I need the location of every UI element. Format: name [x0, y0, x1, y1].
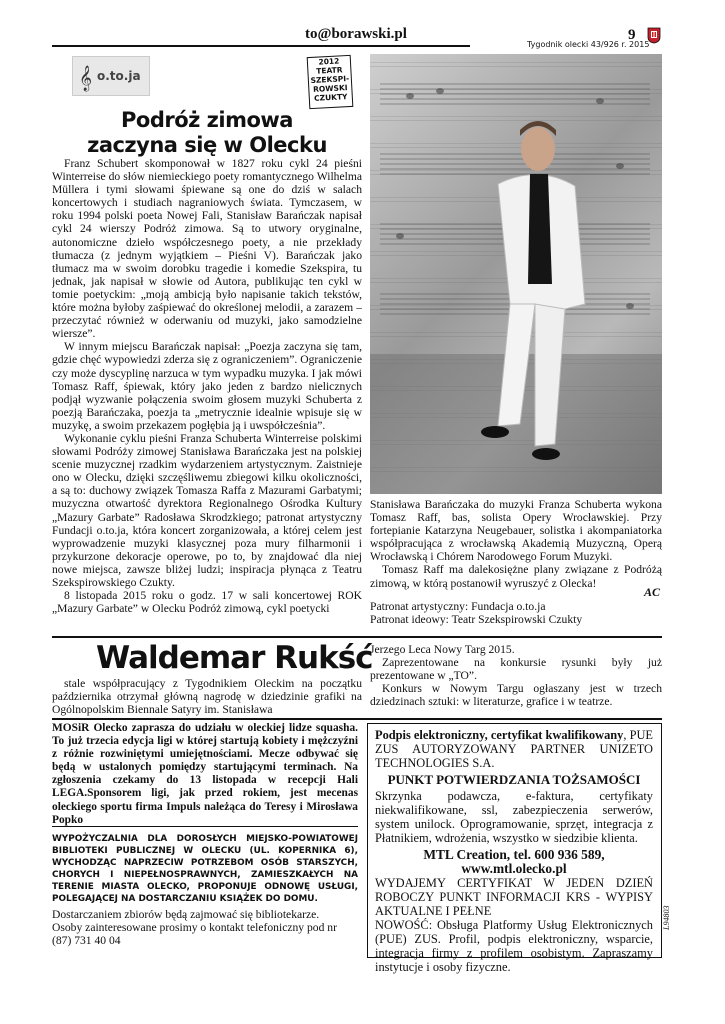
mosir-notice: MOSiR Olecko zaprasza do udziału w oleckiej lidze squasha. To już trzecia edycja ligi w której startują kobiety i mężczyźni z różnie rozwiniętymi umiejętnościami. Mecze odbywać się będą w ustalonych pomiędzy startującymi terminach. Na zgłoszenia czekamy do 13 listopada w recepcji Hali LEGA.Sponsorem ligi, jak przed rokiem, jest mecenas oleckiego sportu firma Impuls należąca do Teresy i Mirosława Popko	[52, 722, 358, 826]
coat-of-arms-icon	[647, 27, 661, 44]
caption-paragraph: Tomasz Raff ma dalekosiężne plany związane z Podróżą zimową, w którą postanowił wyruszyć z Olecka!	[370, 563, 662, 590]
section-divider	[52, 636, 662, 638]
section-divider	[52, 826, 358, 827]
photo-caption	[370, 498, 662, 590]
ad-contact[interactable]: MTL Creation, tel. 600 936 589, www.mtl.olecko.pl	[423, 847, 605, 876]
article-paragraph: 8 listopada 2015 roku o godz. 17 w sali koncertowej ROK „Mazury Garbate” w Olecku Podróż zimową, cykl poetycki	[52, 589, 362, 616]
article-body	[52, 157, 362, 625]
library-contact: Dostarczaniem zbiorów będą zajmować się bibliotekarze. Osoby zainteresowane prosimy o kontakt telefoniczny pod nr (87) 731 40 04	[52, 908, 337, 948]
ad-heading: PUNKT POTWIERDZANIA TOŻSAMOŚCI	[387, 772, 641, 787]
article-title: Podróż zimowa zaczyna się w Olecku	[87, 108, 327, 157]
article-signature: AC	[644, 585, 661, 599]
article-paragraph: Franz Schubert skomponował w 1827 roku cykl 24 pieśni Winterreise do słów niemieckiego poety romantycznego Wilhelma Müllera i tymi słowami śpiewane są one do dziś w salach koncertowych i studiach nagraniowych świata. Tymczasem, w roku 1994 polski poeta Nowej Fali, Stanisław Barańczak napisał cykl 24 wierszy Podróż zimowa. Są to utwory oryginalne, autonomiczne dzieło współczesnego poety, a nie przekłady tłumacza (z jednym wyjątkiem – Pieśni V). Barańczak jako tłumacz ma w swoim dorobku tragedie i komedie Szekspira, tu jednak, jak napisał w słowie od Autora, publikując ten cykl w tomie poetyckim: „moją ambicją było napisanie takich tekstów, które można byłoby zaśpiewać do określonej melodii, a zarazem – przeczytać również w oderwaniu od muzyki, jako samodzielne wiersze”.	[52, 157, 362, 341]
svg-text:𝄞: 𝄞	[79, 66, 93, 91]
singer-photo	[370, 54, 662, 494]
article2-text-left: stale współpracujący z Tygodnikiem Oleckim na początku października otrzymał główną nagrodę w dziedzinie grafiki na Ogólnopolskim Biennale Satyry im. Stanisława	[52, 677, 362, 717]
library-notice: WYPOŻYCZALNIA DLA DOROSŁYCH MIEJSKO-POWIATOWEJ BIBLIOTEKI PUBLICZNEJ W OLECKU (UL. KOPERNIKA 6), WYCHODZĄC NAPRZECIW POTRZEBOM OSÓB STARSZYCH, CHORYCH I NIEPEŁNOSPRAWNYCH, ZAMIESZKAŁYCH NA TERENIE MIASTA OLECKO, PROPONUJE ODNOWĘ USŁUGI, POLEGAJĄCEJ NA DOSTARCZANIU KSIĄŻEK DO DOMU.	[52, 834, 358, 904]
article2-title: Waldemar Rukść	[96, 640, 373, 676]
mtl-creation-ad: Podpis elektroniczny, certyfikat kwalifikowany, PUE ZUS AUTORYZOWANY PARTNER UNIZETO TECHNOLOGIES S.A. PUNKT POTWIERDZANIA TOŻSAMOŚCI Skrzynka podawcza, e-faktura, certyfikaty niekwalifikowane, ssl, zabezpieczenia serwerów, system unilock. Oprogramowanie, sprzęt, integracja z Płatnikiem, wdrożenia, wszystko w siedzibie klienta. MTL Creation, tel. 600 936 589, www.mtl.olecko.pl WYDAJEMY CERTYFIKAT W JEDEN DZIEŃ ROBOCZY PUNKT INFORMACJI KRS - WYPISY AKTUALNE I PEŁNE NOWOŚĆ: Obsługa Platformy Usług Elektronicznych (PUE) ZUS. Profil, podpis elektroniczny, wsparcie, integracja firmy z profilem osobistym. Zapraszamy instytucje i osoby fizyczne.	[367, 723, 662, 958]
ad-certificate-info: WYDAJEMY CERTYFIKAT W JEDEN DZIEŃ ROBOCZY PUNKT INFORMACJI KRS - WYPISY AKTUALNE I PEŁNE	[375, 876, 653, 918]
caption-paragraph: Stanisława Barańczaka do muzyki Franza Schuberta wykona Tomasz Raff, bas, solista Opery Wrocławskiej. Przy fortepianie Katarzyna Neugebauer, solistka i akompaniatorka współpracująca z wrocławską Akademią Muzyczną, Operą Wrocławską i Chórem Narodowego Forum Muzyki.	[370, 498, 662, 564]
header-issue: Tygodnik olecki 43/926 r. 2015	[527, 40, 650, 49]
ad-news: NOWOŚĆ: Obsługa Platformy Usług Elektronicznych (PUE) ZUS. Profil, podpis elektroniczny, wsparcie, integracja firmy z profilem osobistym. Zapraszamy instytucje i osoby fizyczne.	[375, 918, 653, 974]
header-rule	[52, 45, 470, 47]
section-divider	[52, 718, 662, 720]
patronage-info: Patronat artystyczny: Fundacja o.to.ja Patronat ideowy: Teatr Szekspirowski Czukty	[370, 600, 583, 627]
article-paragraph: W innym miejscu Barańczak napisał: „Poezja zaczyna się tam, gdzie chęć wypowiedzi zderza się z ograniczeniem”. Ograniczenie czy może dyscyplinę narzuca w tym wypadku muzyka. I jak mówi Tomasz Raff, śpiewak, który jako jeden z bardzo nielicznych podjął wyzwanie połączenia swoim głosem muzyki Schuberta z poezją Barańczaka, poezja ta „metrycznie idealnie wpisuje się w muzykę, a swoim przekazem pogłębia ją i uwspółcześnia”.	[52, 340, 362, 432]
otoja-logo: 𝄞 o.to.ja	[72, 56, 150, 96]
page-number: 9	[628, 27, 636, 43]
article2-text-right: Jerzego Leca Nowy Targ 2015. Zaprezentowane na konkursie rysunki były już prezentowane w „TO”. Konkurs w Nowym Targu ogłaszany jest w trzech dziedzinach sztuki: w literaturze, grafice i w teatrze.	[370, 643, 662, 709]
article-paragraph: Wykonanie cyklu pieśni Franza Schuberta Winterreise polskimi słowami Podróży zimowej Stanisława Barańczaka jest na polskiej scenie muzycznej rzadkim wydarzeniem artystycznym. Zaistnieje ono w Olecku, dzięki szczęśliwemu zbiegowi kilku okoliczności, a są to: duchowy związek Tomasza Raffa z Mazurami Garbatymi; muzyczna otwartość dyrektora Regionalnego Ośrodka Kultury „Mazury Garbate” Radosława Skrodzkiego; patronat artystyczny Fundacji o.to.ja, która koncert zorganizowała, a której celem jest wyprowadzenie muzyki klasycznej poza mury filharmonii i przykurzone dekoracje operowe, po to, by znajdować dla niej nowe miejsca, zawsze bliżej ludzi; inspiracja płynąca z Teatru Szekspirowskiego Czukty.	[52, 431, 362, 589]
header-email[interactable]: to@borawski.pl	[305, 26, 407, 42]
teatr-szekspirowski-logo: 2012 TEATR SZEKSPI- ROWSKI CZUKTY	[307, 55, 354, 109]
ad-code: L94803	[662, 905, 671, 930]
ad-services: Skrzynka podawcza, e-faktura, certyfikaty niekwalifikowane, ssl, zabezpieczenia serwerów, system unilock. Oprogramowanie, sprzęt, integracja z Płatnikiem, wdrożenia, wszystko w siedzibie klienta.	[375, 789, 653, 845]
